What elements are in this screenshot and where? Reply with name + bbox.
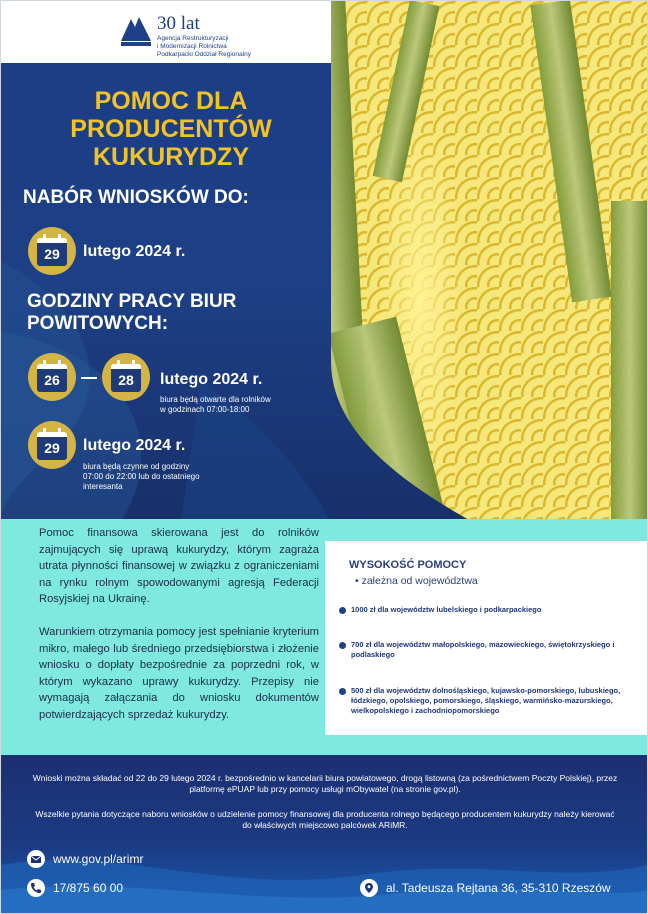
phone-icon: [27, 879, 45, 897]
range-date: lutego 2024 r.: [160, 371, 263, 388]
range-end-day: 28: [118, 372, 134, 388]
calendar-icon: [102, 353, 150, 401]
footer: [1, 755, 648, 914]
poster-title: POMOC DLA PRODUCENTÓW KUKURYDZY: [70, 87, 272, 171]
logo-line-2: i Modernizacji Rolnictwa: [157, 43, 227, 50]
range-start-day: 26: [44, 372, 60, 388]
arimr-logo: [119, 13, 259, 63]
nabor-day: 29: [44, 246, 60, 262]
arimr-emblem-icon: [119, 15, 153, 47]
calendar-icon: [28, 353, 76, 401]
info-paragraph-2: Warunkiem otrzymania pomocy jest spełnianie kryterium mikro, małego lub średniego przedsiębiorstwa i złożenie wniosku o dopłaty bezpośrednie za poprzedni rok, w którym wykazano uprawy kukurydzy. Przepisy nie wymagają załączania do wniosku dokumentów potwierdzających sprzedaż kukurydzy.: [39, 626, 319, 721]
nabor-date: lutego 2024 r.: [83, 243, 186, 260]
help-item: [339, 605, 639, 615]
location-pin-icon: [360, 879, 378, 897]
info-paragraphs: [39, 525, 319, 740]
footer-note-1: Wnioski można składać od 22 do 29 lutego 2024 r. bezpośrednio w kancelarii biura powiatowego, drogą listowną (za pośrednictwem Poczty Polskiej), przez platformę ePUAP lub przy pomocy usługi mObywatel (na stronie gov.pl).: [32, 773, 618, 794]
range-note-2: w godzinach 07:00-18:00: [160, 405, 250, 414]
calendar-icon: [28, 227, 76, 275]
range-dash: [81, 377, 97, 379]
single-date: lutego 2024 r.: [83, 437, 186, 454]
calendar-icon: [28, 421, 76, 469]
info-paragraph-1: Pomoc finansowa skierowana jest do rolników zajmujących się uprawą kukurydzy, którym zagraża utrata płynności finansowej w związku z ograniczeniami na rynku rolnym spowodowanymi agresją Federacji Rosyjskiej na Ukrainę.: [39, 527, 319, 605]
single-note-2: 07:00 do 22:00 lub do ostatniego: [83, 472, 200, 481]
help-subheading-text: zależna od województwa: [361, 575, 478, 587]
help-subheading: • zależna od województwa: [355, 575, 478, 587]
help-item-text: 700 zł dla województw małopolskiego, mazowieckiego, świętokrzyskiego i podlaskiego: [351, 640, 615, 659]
godziny-heading-1: GODZINY PRACY BIUR: [27, 291, 237, 312]
help-item-text: 1000 zł dla województw lubelskiego i podkarpackiego: [351, 605, 542, 614]
godziny-heading-2: POWITOWYCH:: [27, 313, 169, 334]
phone-number[interactable]: 17/875 60 00: [53, 881, 124, 895]
single-day: 29: [44, 440, 60, 456]
range-note-1: biura będą otwarte dla rolników: [160, 395, 271, 404]
help-amount-box: [325, 541, 648, 735]
logo-line-1: Agencja Restrukturyzacji: [157, 35, 229, 42]
help-item: [339, 686, 639, 716]
email-icon: [27, 850, 45, 868]
help-item: [339, 640, 639, 660]
single-note-3: interesanta: [83, 482, 123, 491]
website-link[interactable]: www.gov.pl/arimr: [53, 852, 144, 866]
help-item-text: 500 zł dla województw dolnośląskiego, kujawsko-pomorskiego, lubuskiego, łódzkiego, opolskiego, pomorskiego, śląskiego, warmińsko-mazurskiego, wielkopolskiego i zachodniopomorskiego: [351, 686, 621, 715]
footer-wave: [1, 835, 648, 914]
help-heading: WYSOKOŚĆ POMOCY: [349, 559, 467, 571]
nabor-heading: NABÓR WNIOSKÓW DO:: [23, 187, 249, 208]
logo-years: 30 lat: [157, 13, 200, 34]
single-note-1: biura będą czynne od godziny: [83, 462, 190, 471]
address: al. Tadeusza Rejtana 36, 35-310 Rzeszów: [386, 881, 611, 895]
logo-line-3: Podkarpacki Oddział Regionalny: [157, 51, 251, 58]
footer-note-2: Wszelkie pytania dotyczące naboru wniosków o udzielenie pomocy finansowej dla producenta rolnego będącego producentem kukurydzy należy kierować do właściwych miejscowo palcówek ARiMR.: [35, 809, 615, 830]
